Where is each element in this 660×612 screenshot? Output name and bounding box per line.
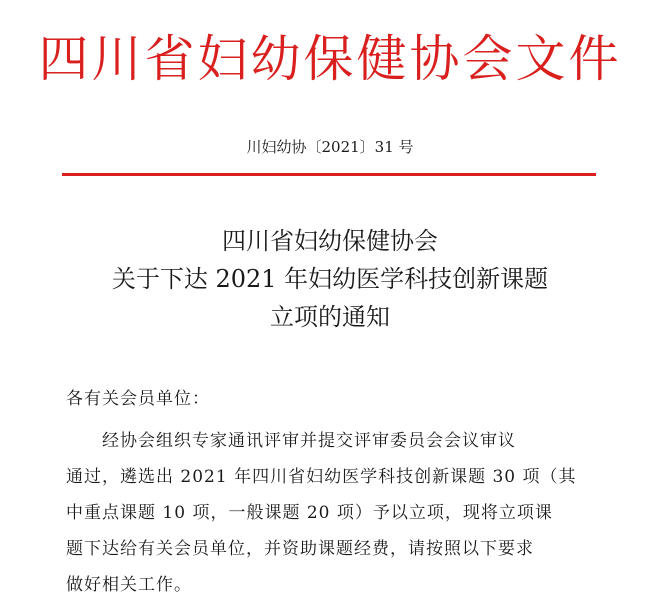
body-line: 中重点课题 10 项，一般课题 20 项）予以立项，现将立项课: [66, 503, 553, 523]
body-line: 经协会组织专家通讯评审并提交评审委员会会议审议: [102, 431, 516, 451]
body-paragraph: [66, 423, 596, 603]
notice-title-line-1: 四川省妇幼保健协会: [222, 227, 438, 255]
notice-title-line-2: 关于下达 2021 年妇幼医学科技创新课题: [111, 265, 549, 293]
body-line: 题下达给有关会员单位，并资助课题经费，请按照以下要求: [66, 539, 534, 559]
red-divider-line: [62, 173, 596, 176]
notice-title: [0, 222, 660, 336]
notice-title-line-3: 立项的通知: [270, 303, 390, 331]
document-number: 川妇幼协〔2021〕31 号: [246, 138, 414, 156]
masthead-title: 四川省妇幼保健协会文件: [38, 30, 622, 88]
salutation: 各有关会员单位：: [66, 389, 210, 409]
body-line: 通过，遴选出 2021 年四川省妇幼医学科技创新课题 30 项（其: [66, 467, 577, 487]
body-line: 做好相关工作。: [66, 575, 192, 595]
